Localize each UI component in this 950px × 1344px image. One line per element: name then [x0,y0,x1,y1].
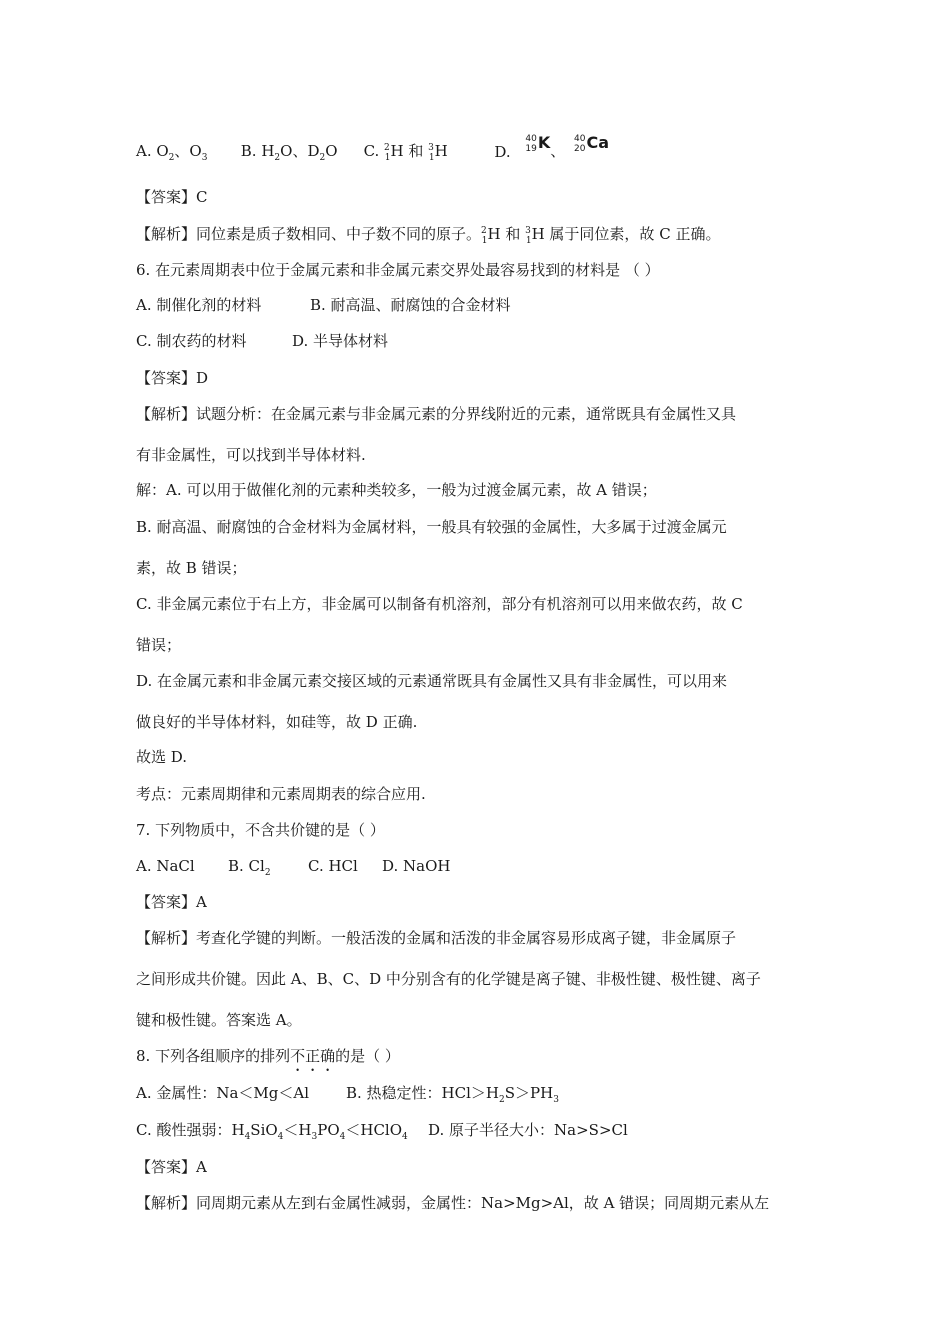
q7-analysis-line-1: 【解析】考查化学键的判断。一般活泼的金属和活泼的非金属容易形成离子键，非金属原子 [136,929,737,947]
q8-option-d: D. 原子半径大小：Na>S>Cl [428,1121,628,1139]
q7-stem: 7. 下列物质中，不含共价键的是（ ） [136,821,385,839]
q7-analysis-line-3: 键和极性键。答案选 A。 [136,1011,302,1029]
q7-option-b: B. $Cl_2$ [228,857,271,878]
q5-option-a: A. $O_2$、$O_3$ [136,142,208,163]
q8-answer: 【答案】A [136,1158,207,1176]
q6-option-d: D. 半导体材料 [292,332,389,350]
q5-options-row [136,133,610,163]
q5-option-d: D. 40 19K、 40 20Ca [494,133,610,161]
emphasis-char: 正 [305,1047,321,1065]
q7-answer: 【答案】A [136,893,207,911]
q6-option-c: C. 制农药的材料 [136,332,247,350]
q6-solution-b-line-1: B. 耐高温、耐腐蚀的合金材料为金属材料，一般具有较强的金属性，大多属于过渡金属元 [136,518,727,536]
q6-test-point: 考点：元素周期律和元素周期表的综合应用. [136,785,426,803]
emphasis-char: 确 [320,1047,336,1065]
q8-option-c: C. 酸性强弱：$H_4SiO_4<H_3PO_4<HClO_4$ [136,1121,408,1142]
q8-options-row-1 [136,1083,559,1103]
q7-analysis-line-2: 之间形成共价键。因此 A、B、C、D 中分别含有的化学键是离子键、非极性键、极性键、离子 [136,970,761,988]
q7-option-c: C. HCl [308,857,358,875]
q6-answer: 【答案】D [136,369,209,387]
q8-options-row-2 [136,1120,628,1140]
q8-option-a: A. 金属性：Na＜Mg＜Al [136,1084,310,1102]
q7-option-d: D. NaOH [382,857,451,875]
q6-solution-c-line-2: 错误； [136,636,182,654]
q6-option-b: B. 耐高温、耐腐蚀的合金材料 [310,296,511,314]
q6-options-row-1 [136,295,511,315]
q8-stem: 8. 下列各组顺序的排列不正确的是（ ） [136,1047,400,1065]
q7-option-a: A. NaCl [136,857,195,875]
q5-analysis: 【解析】同位素是质子数相同、中子数不同的原子。$^2_1$H 和 $^3_1$H 属于同位素，故 C 正确。 [136,225,721,246]
q8-option-b: B. 热稳定性：$HCl>H_2S>PH_3$ [346,1084,559,1105]
q8-analysis-line-1: 【解析】同周期元素从左到右金属性减弱，金属性：Na>Mg>Al，故 A 错误；同周期元素从左 [136,1194,770,1212]
q6-solution-d-line-2: 做良好的半导体材料，如硅等，故 D 正确. [136,713,418,731]
q6-solution-b-line-2: 素，故 B 错误； [136,559,247,577]
q6-solution-d-line-1: D. 在金属元素和非金属元素交接区域的元素通常既具有金属性又具有非金属性，可以用来 [136,672,728,690]
q6-solution-a: 解：A. 可以用于做催化剂的元素种类较多，一般为过渡金属元素，故 A 错误； [136,481,657,499]
q6-options-row-2 [136,331,388,351]
emphasis-char: 不 [290,1047,306,1065]
calcium-nuclide: 40 20Ca [574,133,610,154]
q6-stem: 6. 在元素周期表中位于金属元素和非金属元素交界处最容易找到的材料是 （ ） [136,261,660,279]
q6-analysis-line-1: 【解析】试题分析：在金属元素与非金属元素的分界线附近的元素，通常既具有金属性又具 [136,405,737,423]
q5-option-c: C. $^2_1$H 和 $^3_1$H [363,142,448,163]
potassium-nuclide: 40 19K [525,133,551,154]
q6-choice: 故选 D. [136,748,188,766]
q6-option-a: A. 制催化剂的材料 [136,296,262,314]
q5-answer: 【答案】C [136,188,208,206]
q6-analysis-line-2: 有非金属性，可以找到半导体材料. [136,446,366,464]
q5-option-b: B. $H_2O$、$D_2O$ [240,142,338,163]
q6-solution-c-line-1: C. 非金属元素位于右上方，非金属可以制备有机溶剂，部分有机溶剂可以用来做农药，故 C [136,595,743,613]
q7-options-row [136,856,450,876]
